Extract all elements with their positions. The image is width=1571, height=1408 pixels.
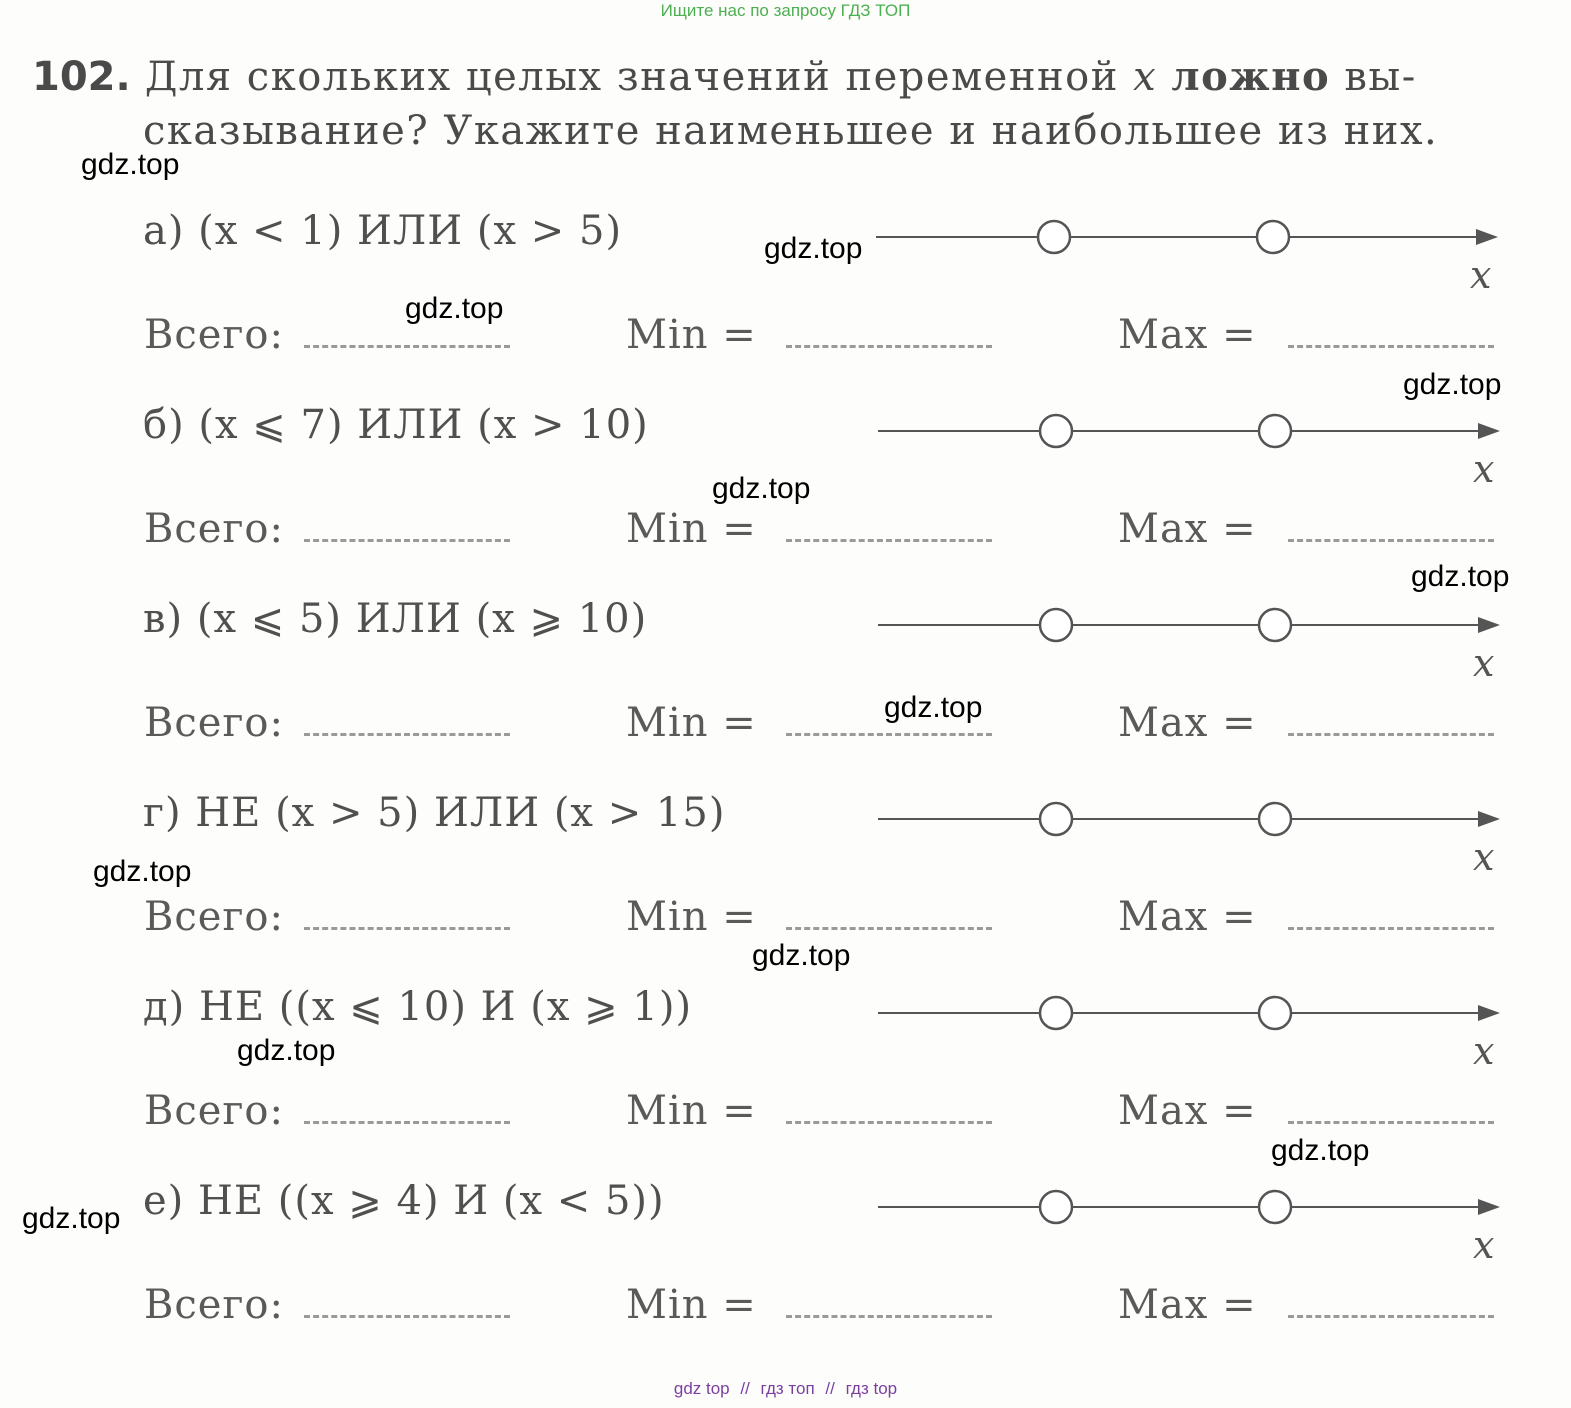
total-blank[interactable] [304,1120,510,1124]
number-line [876,208,1516,298]
footer-separator: // [740,1379,750,1398]
min-label: Min = [626,1282,757,1328]
answer-row [0,874,1571,940]
number-line [876,790,1516,880]
open-point[interactable] [1257,221,1289,253]
problem-var: x [1133,54,1158,100]
watermark: gdz.top [764,232,863,265]
total-label: Всего: [144,1282,284,1328]
axis-label: x [1473,1029,1495,1073]
watermark: gdz.top [1403,368,1502,401]
open-point[interactable] [1259,803,1291,835]
max-label: Max = [1118,894,1257,940]
footer-link[interactable]: гдз top [845,1379,898,1398]
max-blank[interactable] [1288,538,1494,542]
min-label: Min = [626,312,757,358]
total-label: Всего: [144,894,284,940]
min-blank[interactable] [786,926,992,930]
min-blank[interactable] [786,1314,992,1318]
axis-label: x [1473,447,1495,491]
item-e [0,1178,1571,1373]
min-blank[interactable] [786,1120,992,1124]
max-label: Max = [1118,1282,1257,1328]
watermark: gdz.top [237,1034,336,1067]
watermark: gdz.top [884,691,983,724]
open-point[interactable] [1040,415,1072,447]
answer-row [0,1068,1571,1134]
total-blank[interactable] [304,1314,510,1318]
footer-separator: // [825,1379,835,1398]
open-point[interactable] [1040,803,1072,835]
min-label: Min = [626,894,757,940]
open-point[interactable] [1040,997,1072,1029]
min-label: Min = [626,700,757,746]
number-line [876,984,1516,1074]
min-blank[interactable] [786,538,992,542]
total-blank[interactable] [304,732,510,736]
answer-row [0,680,1571,746]
open-point[interactable] [1040,609,1072,641]
axis-label: x [1473,641,1495,685]
max-blank[interactable] [1288,926,1494,930]
watermark: gdz.top [93,855,192,888]
condition: д) НЕ ((x ⩽ 10) И (x ⩾ 1)) [143,984,693,1030]
watermark: gdz.top [752,939,851,972]
max-blank[interactable] [1288,732,1494,736]
open-point[interactable] [1259,609,1291,641]
condition: г) НЕ (x > 5) ИЛИ (x > 15) [143,790,726,836]
problem-text-a: Для скольких целых значений переменной [144,54,1119,100]
open-point[interactable] [1259,1191,1291,1223]
open-point[interactable] [1259,415,1291,447]
open-point[interactable] [1038,221,1070,253]
answer-row [0,292,1571,358]
total-blank[interactable] [304,538,510,542]
watermark: gdz.top [81,148,180,181]
problem-number: 102. [32,54,131,100]
axis-label: x [1473,835,1495,879]
max-label: Max = [1118,700,1257,746]
problem-statement [32,50,1507,158]
min-label: Min = [626,506,757,552]
top-banner: Ищите нас по запросу ГДЗ ТОП [660,1,911,20]
number-line [876,596,1516,686]
watermark: gdz.top [1271,1134,1370,1167]
answer-row [0,1262,1571,1328]
total-label: Всего: [144,700,284,746]
min-blank[interactable] [786,344,992,348]
min-blank[interactable] [786,732,992,736]
problem-text-b: вы- [1344,54,1417,100]
number-line [876,1178,1516,1268]
total-label: Всего: [144,312,284,358]
problem-bold: ложно [1171,53,1331,100]
axis-label: x [1470,253,1492,297]
total-blank[interactable] [304,344,510,348]
max-blank[interactable] [1288,1314,1494,1318]
total-blank[interactable] [304,926,510,930]
watermark: gdz.top [712,472,811,505]
axis-label: x [1473,1223,1495,1267]
max-label: Max = [1118,312,1257,358]
max-blank[interactable] [1288,1120,1494,1124]
condition: в) (x ⩽ 5) ИЛИ (x ⩾ 10) [143,596,648,642]
open-point[interactable] [1040,1191,1072,1223]
condition: б) (x ⩽ 7) ИЛИ (x > 10) [143,402,649,448]
max-blank[interactable] [1288,344,1494,348]
watermark: gdz.top [22,1202,121,1235]
open-point[interactable] [1259,997,1291,1029]
total-label: Всего: [144,506,284,552]
total-label: Всего: [144,1088,284,1134]
footer-link[interactable]: gdz top [673,1379,730,1398]
condition: е) НЕ ((x ⩾ 4) И (x < 5)) [143,1178,665,1224]
watermark: gdz.top [405,292,504,325]
condition: а) (x < 1) ИЛИ (x > 5) [143,208,623,254]
problem-line2: сказывание? Укажите наименьшее и наибольшее из них. [143,108,1439,154]
max-label: Max = [1118,506,1257,552]
footer-link[interactable]: гдз топ [760,1379,815,1398]
number-line [876,402,1516,492]
item-v [0,596,1571,791]
min-label: Min = [626,1088,757,1134]
max-label: Max = [1118,1088,1257,1134]
watermark: gdz.top [1411,560,1510,593]
footer [0,1379,1571,1399]
